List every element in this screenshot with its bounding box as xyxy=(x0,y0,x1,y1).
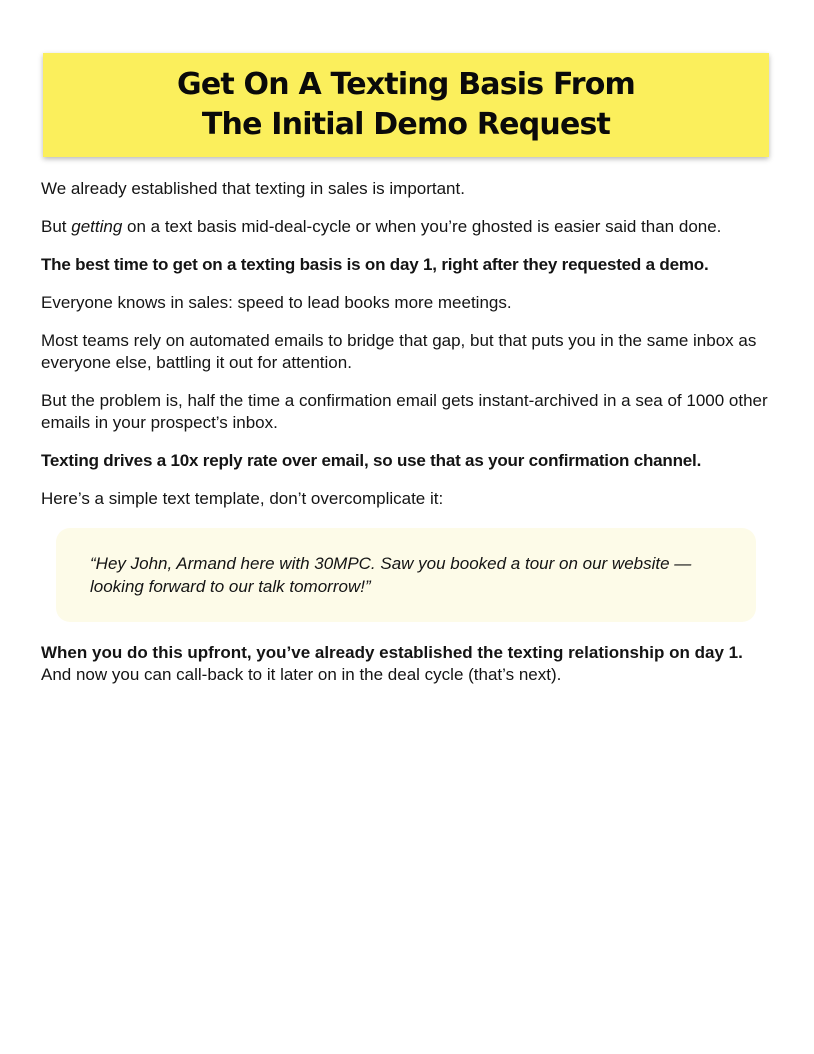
title-banner xyxy=(43,53,769,157)
paragraph-getting-prefix: But xyxy=(41,217,72,236)
paragraph-getting-suffix: on a text basis mid-deal-cycle or when you’re ghosted is easier said than done. xyxy=(122,217,722,236)
text-template-quote: “Hey John, Armand here with 30MPC. Saw you booked a tour on our website —looking forward to our talk tomorrow!” xyxy=(56,528,756,622)
closing-bold: When you do this upfront, you’ve already established the texting relationship on day 1. xyxy=(41,643,743,662)
paragraph-template-intro: Here’s a simple text template, don’t overcomplicate it: xyxy=(41,489,444,508)
paragraph-intro: We already established that texting in sales is important. xyxy=(41,179,465,198)
article-body xyxy=(41,178,771,702)
emphasis-getting: getting xyxy=(71,217,123,236)
paragraph-problem: But the problem is, half the time a confirmation email gets instant-archived in a sea of 1000 other emails in your prospect’s inbox. xyxy=(41,391,768,432)
paragraph-best-time: The best time to get on a texting basis is on day 1, right after they requested a demo. xyxy=(41,255,709,274)
page-title-line-2: The Initial Demo Request xyxy=(201,107,611,142)
paragraph-automated-emails: Most teams rely on automated emails to bridge that gap, but that puts you in the same inbox as everyone else, battling it out for attention. xyxy=(41,331,757,372)
closing-rest: And now you can call-back to it later on in the deal cycle (that’s next). xyxy=(41,665,562,684)
paragraph-closing xyxy=(41,642,771,686)
page-title-line-1: Get On A Texting Basis From xyxy=(177,67,635,102)
paragraph-getting xyxy=(41,216,771,238)
paragraph-reply-rate: Texting drives a 10x reply rate over email, so use that as your confirmation channel. xyxy=(41,451,702,470)
paragraph-speed-to-lead: Everyone knows in sales: speed to lead books more meetings. xyxy=(41,293,512,312)
